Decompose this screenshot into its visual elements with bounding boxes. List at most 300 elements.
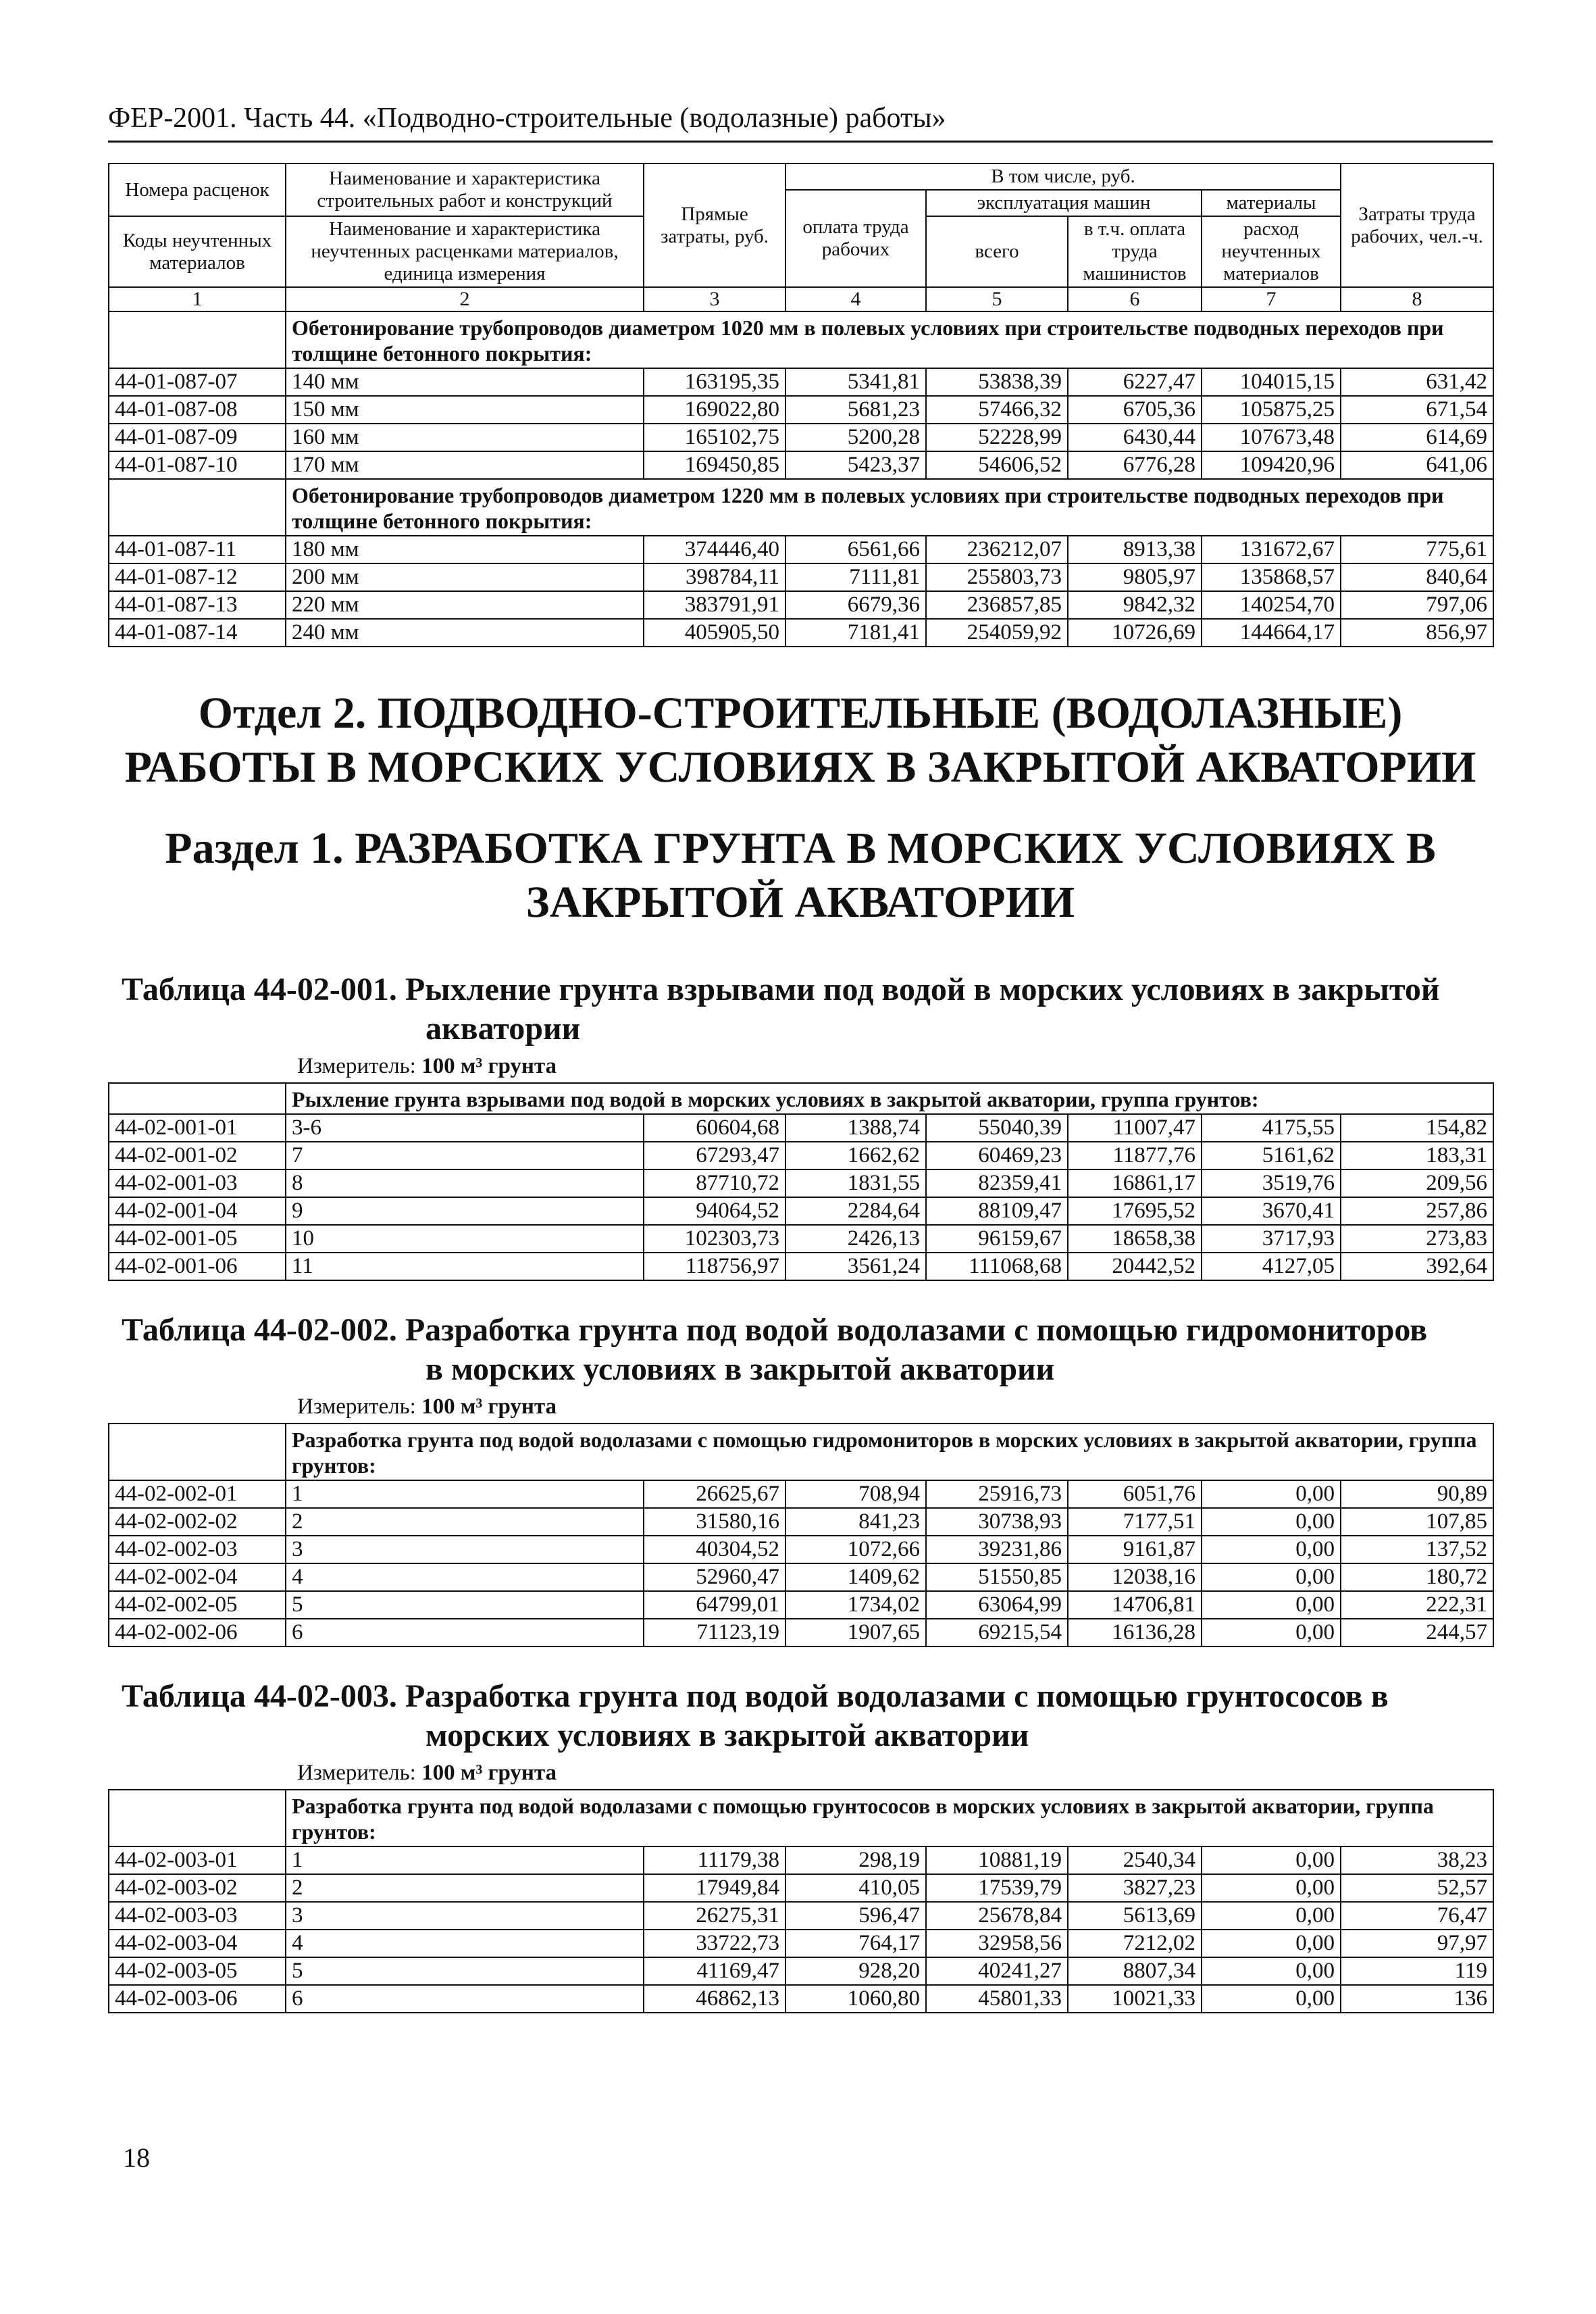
- table-row: [109, 1253, 1493, 1280]
- table-header: [109, 164, 1493, 647]
- rate-name: 9: [286, 1197, 644, 1225]
- cell-value: 1060,80: [786, 1985, 926, 2013]
- column-number: 6: [1068, 287, 1202, 311]
- cell-value: 398784,11: [644, 563, 786, 591]
- group-blank-cell: [109, 479, 286, 536]
- cell-value: 10726,69: [1068, 619, 1202, 647]
- cell-value: 0,00: [1202, 1985, 1341, 2013]
- rate-name: 150 мм: [286, 396, 644, 424]
- page-number: 18: [123, 2142, 150, 2173]
- cell-value: 257,86: [1341, 1197, 1493, 1225]
- cell-value: 96159,67: [926, 1225, 1068, 1253]
- cell-value: 40241,27: [926, 1957, 1068, 1985]
- rate-name: 6: [286, 1619, 644, 1646]
- cell-value: 0,00: [1202, 1480, 1341, 1508]
- cell-value: 9842,32: [1068, 591, 1202, 619]
- cell-value: 383791,91: [644, 591, 786, 619]
- cell-value: 52960,47: [644, 1563, 786, 1591]
- cell-value: 2426,13: [786, 1225, 926, 1253]
- measure-unit: [108, 1393, 1493, 1420]
- cell-value: 41169,47: [644, 1957, 786, 1985]
- cell-value: 45801,33: [926, 1985, 1068, 2013]
- group-row: [109, 311, 1493, 368]
- cell-value: 87710,72: [644, 1169, 786, 1197]
- rate-code: 44-01-087-10: [109, 451, 286, 479]
- column-number: 5: [926, 287, 1068, 311]
- cell-value: 25678,84: [926, 1902, 1068, 1930]
- cell-value: 20442,52: [1068, 1253, 1202, 1280]
- cell-value: 5161,62: [1202, 1142, 1341, 1169]
- header-machines: эксплуатация машин: [926, 190, 1202, 216]
- measure-value: 100 м³ грунта: [421, 1054, 557, 1079]
- cell-value: 236857,85: [926, 591, 1068, 619]
- cell-value: 119: [1341, 1957, 1493, 1985]
- cell-value: 841,23: [786, 1508, 926, 1536]
- table-row: [109, 1985, 1493, 2013]
- group-row: [109, 1424, 1493, 1480]
- cell-value: 0,00: [1202, 1846, 1341, 1874]
- cell-value: 222,31: [1341, 1591, 1493, 1619]
- cell-value: 209,56: [1341, 1169, 1493, 1197]
- cell-value: 254059,92: [926, 619, 1068, 647]
- rate-code: 44-02-003-03: [109, 1902, 286, 1930]
- group-title: Обетонирование трубопроводов диаметром 1020 мм в полевых условиях при строительстве подводных переходов при толщине бетонного покрытия:: [286, 311, 1493, 368]
- cell-value: 0,00: [1202, 1563, 1341, 1591]
- cell-value: 2284,64: [786, 1197, 926, 1225]
- table-row: [109, 396, 1493, 424]
- cell-value: 775,61: [1341, 536, 1493, 563]
- rate-code: 44-02-003-01: [109, 1846, 286, 1874]
- group-title: Разработка грунта под водой водолазами с помощью гидромониторов в морских условиях в закрытой акватории, группа грунтов:: [286, 1424, 1493, 1480]
- cell-value: 140254,70: [1202, 591, 1341, 619]
- cell-value: 60469,23: [926, 1142, 1068, 1169]
- cell-value: 2540,34: [1068, 1846, 1202, 1874]
- cell-value: 17539,79: [926, 1874, 1068, 1902]
- header-work-name: Наименование и характеристика строительных работ и конструкций: [286, 164, 644, 216]
- table-row: [109, 1930, 1493, 1957]
- table-row: [109, 424, 1493, 451]
- cell-value: 7212,02: [1068, 1930, 1202, 1957]
- cell-value: 163195,35: [644, 368, 786, 396]
- table-row: [109, 1619, 1493, 1646]
- cell-value: 4175,55: [1202, 1114, 1341, 1142]
- rate-code: 44-02-002-05: [109, 1591, 286, 1619]
- cell-value: 16861,17: [1068, 1169, 1202, 1197]
- rates-table: [108, 1789, 1494, 2013]
- table-title-line: Таблица 44-02-002. Разработка грунта под водой водолазами с помощью гидромониторов: [122, 1312, 1428, 1349]
- cell-value: 38,23: [1341, 1846, 1493, 1874]
- cell-value: 6705,36: [1068, 396, 1202, 424]
- table-row: [109, 1874, 1493, 1902]
- cell-value: 631,42: [1341, 368, 1493, 396]
- cell-value: 392,64: [1341, 1253, 1493, 1280]
- rate-code: 44-02-002-04: [109, 1563, 286, 1591]
- rate-name: 2: [286, 1874, 644, 1902]
- table-row: [109, 1591, 1493, 1619]
- cell-value: 82359,41: [926, 1169, 1068, 1197]
- rates-table: [108, 1423, 1494, 1647]
- rate-name: 3: [286, 1536, 644, 1563]
- cell-value: 410,05: [786, 1874, 926, 1902]
- cell-value: 273,83: [1341, 1225, 1493, 1253]
- rate-code: 44-02-001-06: [109, 1253, 286, 1280]
- rate-name: 10: [286, 1225, 644, 1253]
- cell-value: 67293,47: [644, 1142, 786, 1169]
- table-title-line: Таблица 44-02-001. Рыхление грунта взрывами под водой в морских условиях в закрытой: [122, 972, 1440, 1008]
- cell-value: 797,06: [1341, 591, 1493, 619]
- cell-value: 136: [1341, 1985, 1493, 2013]
- cell-value: 10021,33: [1068, 1985, 1202, 2013]
- group-blank-cell: [109, 1083, 286, 1114]
- rate-name: 220 мм: [286, 591, 644, 619]
- rate-code: 44-02-001-03: [109, 1169, 286, 1197]
- cell-value: 764,17: [786, 1930, 926, 1957]
- rate-code: 44-02-001-04: [109, 1197, 286, 1225]
- rate-code: 44-02-002-03: [109, 1536, 286, 1563]
- cell-value: 9805,97: [1068, 563, 1202, 591]
- rate-code: 44-01-087-13: [109, 591, 286, 619]
- group-title: Обетонирование трубопроводов диаметром 1220 мм в полевых условиях при строительстве подводных переходов при толщине бетонного покрытия:: [286, 479, 1493, 536]
- table-title-line: в морских условиях в закрытой акватории: [426, 1351, 1055, 1388]
- cell-value: 90,89: [1341, 1480, 1493, 1508]
- cell-value: 244,57: [1341, 1619, 1493, 1646]
- rate-name: 2: [286, 1508, 644, 1536]
- rate-code: 44-02-002-06: [109, 1619, 286, 1646]
- cell-value: 6561,66: [786, 536, 926, 563]
- cell-value: 31580,16: [644, 1508, 786, 1536]
- table-row: [109, 368, 1493, 396]
- cell-value: 596,47: [786, 1902, 926, 1930]
- cell-value: 7181,41: [786, 619, 926, 647]
- cell-value: 46862,13: [644, 1985, 786, 2013]
- measure-label: Измеритель:: [297, 1761, 416, 1786]
- measure-value: 100 м³ грунта: [421, 1394, 557, 1419]
- cell-value: 3670,41: [1202, 1197, 1341, 1225]
- rate-code: 44-02-001-02: [109, 1142, 286, 1169]
- cell-value: 25916,73: [926, 1480, 1068, 1508]
- cell-value: 9161,87: [1068, 1536, 1202, 1563]
- cell-value: 180,72: [1341, 1563, 1493, 1591]
- cell-value: 1662,62: [786, 1142, 926, 1169]
- header-operators-pay: в т.ч. оплата труда машинистов: [1068, 216, 1202, 287]
- cell-value: 0,00: [1202, 1930, 1341, 1957]
- cell-value: 11007,47: [1068, 1114, 1202, 1142]
- group-title: Разработка грунта под водой водолазами с помощью грунтососов в морских условиях в закрытой акватории, группа грунтов:: [286, 1790, 1493, 1846]
- cell-value: 169022,80: [644, 396, 786, 424]
- cell-value: 405905,50: [644, 619, 786, 647]
- rates-table-body: [109, 1424, 1493, 1646]
- cell-value: 137,52: [1341, 1536, 1493, 1563]
- group-blank-cell: [109, 1424, 286, 1480]
- cell-value: 76,47: [1341, 1902, 1493, 1930]
- cell-value: 671,54: [1341, 396, 1493, 424]
- table-row: [109, 1536, 1493, 1563]
- column-number: 4: [786, 287, 926, 311]
- cell-value: 154,82: [1341, 1114, 1493, 1142]
- header-direct-costs: Прямые затраты, руб.: [644, 164, 786, 287]
- table-row: [109, 1508, 1493, 1536]
- rate-code: 44-02-002-01: [109, 1480, 286, 1508]
- rate-name: 8: [286, 1169, 644, 1197]
- rate-name: 180 мм: [286, 536, 644, 563]
- rates-table-body: [109, 1083, 1493, 1280]
- cell-value: 5613,69: [1068, 1902, 1202, 1930]
- document-page: [108, 101, 1493, 2013]
- cell-value: 3519,76: [1202, 1169, 1341, 1197]
- rate-name: 4: [286, 1930, 644, 1957]
- rate-name: 240 мм: [286, 619, 644, 647]
- table-title-line: морских условиях в закрытой акватории: [426, 1717, 1029, 1754]
- cell-value: 40304,52: [644, 1536, 786, 1563]
- cell-value: 3717,93: [1202, 1225, 1341, 1253]
- cell-value: 7111,81: [786, 563, 926, 591]
- rate-code: 44-02-003-02: [109, 1874, 286, 1902]
- cell-value: 17695,52: [1068, 1197, 1202, 1225]
- rate-name: 3: [286, 1902, 644, 1930]
- cell-value: 1409,62: [786, 1563, 926, 1591]
- header-materials: материалы: [1202, 190, 1341, 216]
- cell-value: 0,00: [1202, 1957, 1341, 1985]
- cell-value: 5681,23: [786, 396, 926, 424]
- cell-value: 69215,54: [926, 1619, 1068, 1646]
- rate-code: 44-01-087-11: [109, 536, 286, 563]
- table-row: [109, 1197, 1493, 1225]
- cell-value: 165102,75: [644, 424, 786, 451]
- cell-value: 708,94: [786, 1480, 926, 1508]
- rates-table-body: [109, 1790, 1493, 2013]
- cell-value: 8913,38: [1068, 536, 1202, 563]
- cell-value: 0,00: [1202, 1874, 1341, 1902]
- cell-value: 107673,48: [1202, 424, 1341, 451]
- column-number: 8: [1341, 287, 1493, 311]
- cell-value: 105875,25: [1202, 396, 1341, 424]
- running-header: ФЕР-2001. Часть 44. «Подводно-строительные (водолазные) работы»: [108, 101, 1493, 143]
- rate-name: 3-6: [286, 1114, 644, 1142]
- table-row: [109, 1142, 1493, 1169]
- cell-value: 7177,51: [1068, 1508, 1202, 1536]
- rate-tables: [108, 970, 1493, 2013]
- cell-value: 0,00: [1202, 1902, 1341, 1930]
- table-row: [109, 1957, 1493, 1985]
- cell-value: 1907,65: [786, 1619, 926, 1646]
- column-number: 7: [1202, 287, 1341, 311]
- group-title: Рыхление грунта взрывами под водой в морских условиях в закрытой акватории, группа грунтов:: [286, 1083, 1493, 1114]
- cell-value: 104015,15: [1202, 368, 1341, 396]
- cell-value: 135868,57: [1202, 563, 1341, 591]
- table-row: [109, 1846, 1493, 1874]
- header-material-codes: Коды неучтенных материалов: [109, 216, 286, 287]
- cell-value: 614,69: [1341, 424, 1493, 451]
- rate-name: 170 мм: [286, 451, 644, 479]
- cell-value: 3561,24: [786, 1253, 926, 1280]
- group-blank-cell: [109, 1790, 286, 1846]
- header-including: В том числе, руб.: [786, 164, 1341, 190]
- measure-label: Измеритель:: [297, 1054, 416, 1079]
- table-row: [109, 536, 1493, 563]
- rate-name: 1: [286, 1480, 644, 1508]
- cell-value: 1388,74: [786, 1114, 926, 1142]
- table-row: [109, 591, 1493, 619]
- rate-name: 5: [286, 1591, 644, 1619]
- cell-value: 32958,56: [926, 1930, 1068, 1957]
- rate-name: 5: [286, 1957, 644, 1985]
- rate-name: 1: [286, 1846, 644, 1874]
- cell-value: 63064,99: [926, 1591, 1068, 1619]
- header-rate-numbers: Номера расценок: [109, 164, 286, 216]
- header-worker-pay: оплата труда рабочих: [786, 190, 926, 287]
- cell-value: 856,97: [1341, 619, 1493, 647]
- cell-value: 4127,05: [1202, 1253, 1341, 1280]
- cell-value: 298,19: [786, 1846, 926, 1874]
- header-labor-costs: Затраты труда рабочих, чел.-ч.: [1341, 164, 1493, 287]
- table-title: [108, 1677, 1493, 1755]
- cell-value: 64799,01: [644, 1591, 786, 1619]
- group-blank-cell: [109, 311, 286, 368]
- cell-value: 11877,76: [1068, 1142, 1202, 1169]
- rate-code: 44-02-001-05: [109, 1225, 286, 1253]
- cell-value: 55040,39: [926, 1114, 1068, 1142]
- cell-value: 10881,19: [926, 1846, 1068, 1874]
- cell-value: 33722,73: [644, 1930, 786, 1957]
- cell-value: 16136,28: [1068, 1619, 1202, 1646]
- group-row: [109, 1083, 1493, 1114]
- cell-value: 0,00: [1202, 1591, 1341, 1619]
- cell-value: 53838,39: [926, 368, 1068, 396]
- column-number: 3: [644, 287, 786, 311]
- cell-value: 255803,73: [926, 563, 1068, 591]
- cell-value: 169450,85: [644, 451, 786, 479]
- table-row: [109, 1480, 1493, 1508]
- cell-value: 374446,40: [644, 536, 786, 563]
- cell-value: 54606,52: [926, 451, 1068, 479]
- cell-value: 71123,19: [644, 1619, 786, 1646]
- cell-value: 88109,47: [926, 1197, 1068, 1225]
- cell-value: 928,20: [786, 1957, 926, 1985]
- cell-value: 107,85: [1341, 1508, 1493, 1536]
- cell-value: 840,64: [1341, 563, 1493, 591]
- table-row: [109, 619, 1493, 647]
- table-title-line: Таблица 44-02-003. Разработка грунта под водой водолазами с помощью грунтососов в: [122, 1678, 1389, 1715]
- cell-value: 131672,67: [1202, 536, 1341, 563]
- column-number: 2: [286, 287, 644, 311]
- header-machines-total: всего: [926, 216, 1068, 287]
- rate-code: 44-02-003-04: [109, 1930, 286, 1957]
- header-material-names: Наименование и характеристика неучтенных расценками материалов, единица измерения: [286, 216, 644, 287]
- column-number: 1: [109, 287, 286, 311]
- rate-code: 44-01-087-09: [109, 424, 286, 451]
- rate-code: 44-01-087-14: [109, 619, 286, 647]
- cell-value: 6776,28: [1068, 451, 1202, 479]
- rate-code: 44-01-087-07: [109, 368, 286, 396]
- cell-value: 26275,31: [644, 1902, 786, 1930]
- cell-value: 102303,73: [644, 1225, 786, 1253]
- cell-value: 236212,07: [926, 536, 1068, 563]
- rate-name: 160 мм: [286, 424, 644, 451]
- rate-name: 140 мм: [286, 368, 644, 396]
- group-row: [109, 479, 1493, 536]
- cell-value: 60604,68: [644, 1114, 786, 1142]
- rate-code: 44-02-001-01: [109, 1114, 286, 1142]
- cell-value: 0,00: [1202, 1619, 1341, 1646]
- cell-value: 641,06: [1341, 451, 1493, 479]
- cell-value: 111068,68: [926, 1253, 1068, 1280]
- cell-value: 6227,47: [1068, 368, 1202, 396]
- cell-value: 12038,16: [1068, 1563, 1202, 1591]
- cell-value: 118756,97: [644, 1253, 786, 1280]
- rate-code: 44-02-003-05: [109, 1957, 286, 1985]
- table-row: [109, 563, 1493, 591]
- cell-value: 11179,38: [644, 1846, 786, 1874]
- cell-value: 14706,81: [1068, 1591, 1202, 1619]
- cell-value: 26625,67: [644, 1480, 786, 1508]
- table-title: [108, 970, 1493, 1049]
- measure-unit: [108, 1053, 1493, 1080]
- section-title: Раздел 1. РАЗРАБОТКА ГРУНТА В МОРСКИХ УСЛОВИЯХ В ЗАКРЫТОЙ АКВАТОРИИ: [165, 824, 1436, 928]
- cell-value: 6430,44: [1068, 424, 1202, 451]
- department-title: Отдел 2. ПОДВОДНО-СТРОИТЕЛЬНЫЕ (ВОДОЛАЗНЫЕ) РАБОТЫ В МОРСКИХ УСЛОВИЯХ В ЗАКРЫТОЙ АКВАТОРИИ: [124, 688, 1476, 793]
- table-row: [109, 1563, 1493, 1591]
- rates-table: [108, 1082, 1494, 1281]
- cell-value: 30738,93: [926, 1508, 1068, 1536]
- measure-unit: [108, 1759, 1493, 1786]
- cell-value: 18658,38: [1068, 1225, 1202, 1253]
- cell-value: 0,00: [1202, 1536, 1341, 1563]
- rate-code: 44-02-003-06: [109, 1985, 286, 2013]
- rate-code: 44-01-087-08: [109, 396, 286, 424]
- cell-value: 6679,36: [786, 591, 926, 619]
- cell-value: 8807,34: [1068, 1957, 1202, 1985]
- group-row: [109, 1790, 1493, 1846]
- rate-name: 200 мм: [286, 563, 644, 591]
- rate-code: 44-01-087-12: [109, 563, 286, 591]
- cell-value: 6051,76: [1068, 1480, 1202, 1508]
- rates-table-44-01-087: [108, 163, 1494, 647]
- table-row: [109, 451, 1493, 479]
- measure-value: 100 м³ грунта: [421, 1761, 557, 1786]
- cell-value: 109420,96: [1202, 451, 1341, 479]
- cell-value: 5341,81: [786, 368, 926, 396]
- table-row: [109, 1114, 1493, 1142]
- rate-name: 6: [286, 1985, 644, 2013]
- cell-value: 57466,32: [926, 396, 1068, 424]
- table-title-line: акватории: [426, 1011, 581, 1047]
- cell-value: 0,00: [1202, 1508, 1341, 1536]
- rate-code: 44-02-002-02: [109, 1508, 286, 1536]
- cell-value: 183,31: [1341, 1142, 1493, 1169]
- rate-name: 4: [286, 1563, 644, 1591]
- rate-name: 11: [286, 1253, 644, 1280]
- cell-value: 5423,37: [786, 451, 926, 479]
- cell-value: 39231,86: [926, 1536, 1068, 1563]
- cell-value: 3827,23: [1068, 1874, 1202, 1902]
- table-title: [108, 1311, 1493, 1389]
- cell-value: 1734,02: [786, 1591, 926, 1619]
- cell-value: 1072,66: [786, 1536, 926, 1563]
- measure-label: Измеритель:: [297, 1394, 416, 1419]
- cell-value: 17949,84: [644, 1874, 786, 1902]
- table-row: [109, 1169, 1493, 1197]
- cell-value: 52228,99: [926, 424, 1068, 451]
- rate-name: 7: [286, 1142, 644, 1169]
- cell-value: 51550,85: [926, 1563, 1068, 1591]
- table-row: [109, 1225, 1493, 1253]
- cell-value: 5200,28: [786, 424, 926, 451]
- header-material-use: расход неучтенных материалов: [1202, 216, 1341, 287]
- cell-value: 97,97: [1341, 1930, 1493, 1957]
- cell-value: 1831,55: [786, 1169, 926, 1197]
- cell-value: 144664,17: [1202, 619, 1341, 647]
- cell-value: 94064,52: [644, 1197, 786, 1225]
